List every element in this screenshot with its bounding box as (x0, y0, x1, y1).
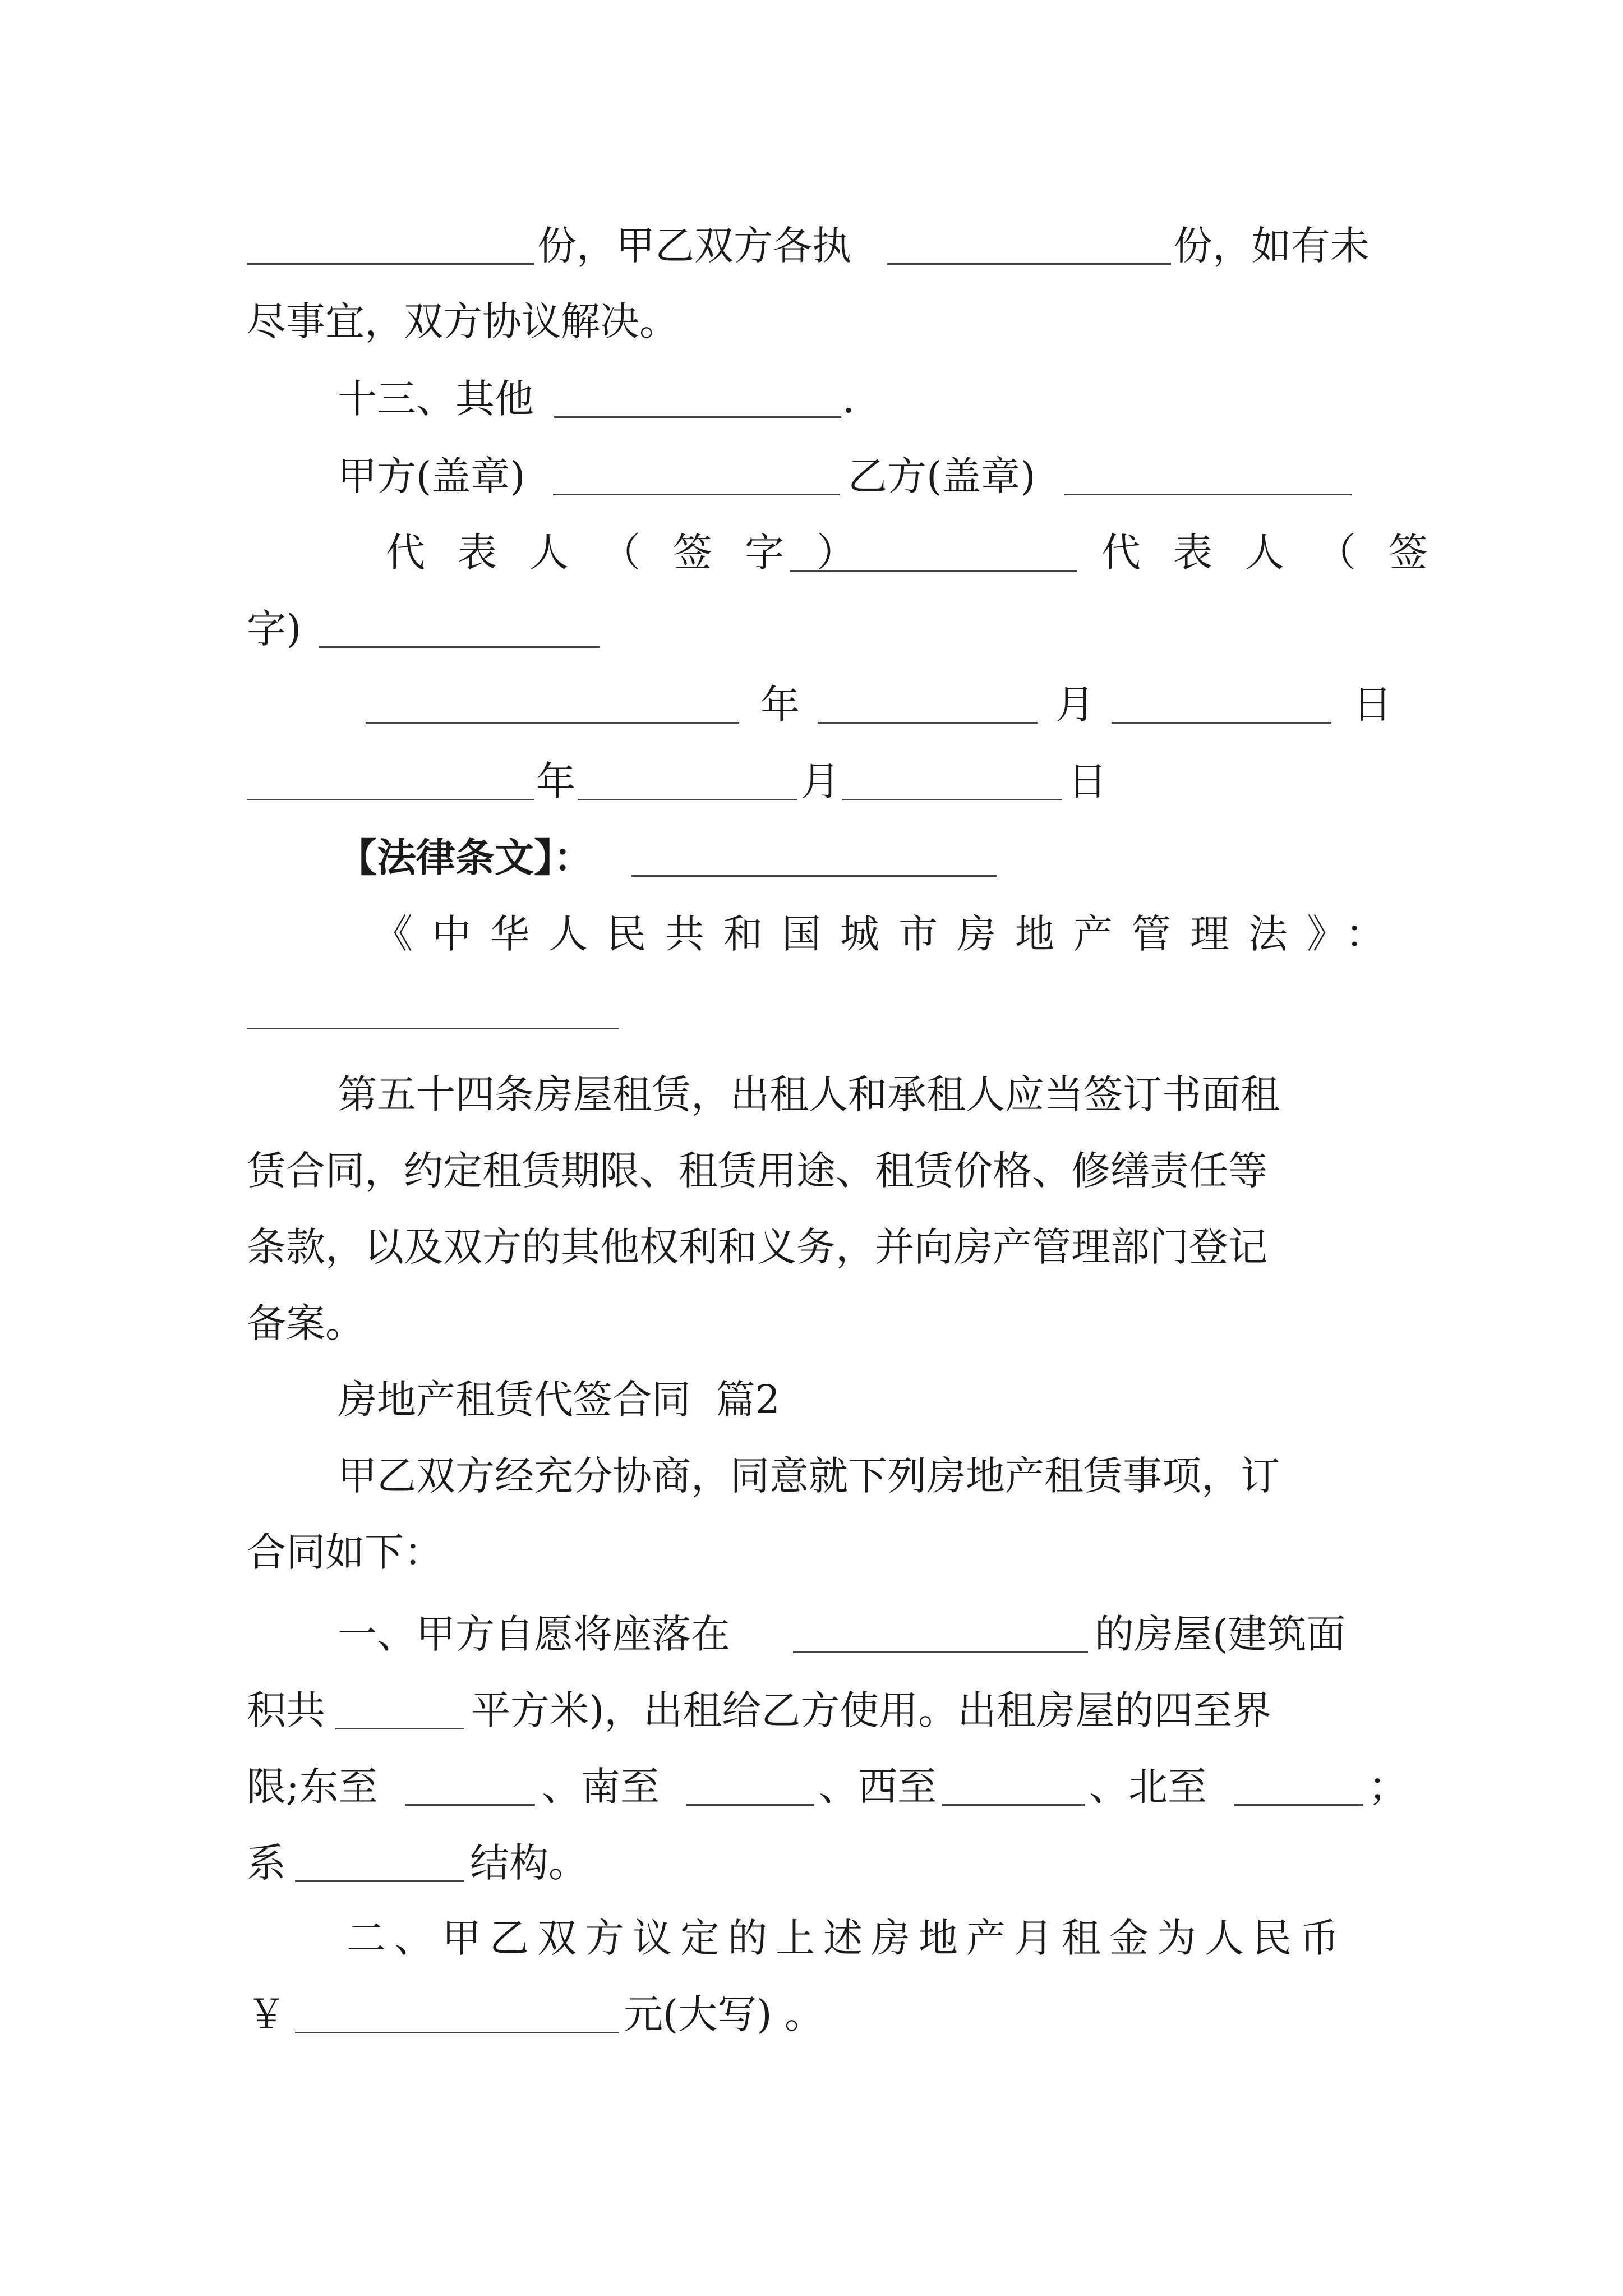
blank-underline (631, 875, 997, 877)
clause-13-end: . (842, 376, 855, 422)
blank-underline (553, 494, 840, 495)
party-a-seal: 甲方(盖章) (338, 453, 525, 499)
clause1-text: ； (1368, 1764, 1408, 1810)
blank-underline (1234, 1804, 1363, 1806)
blank-underline (790, 570, 1077, 572)
rep-b-sign-cont: 字) (247, 606, 302, 652)
line-clause1-4 (0, 1832, 1623, 1894)
date-month: 月 (1055, 682, 1095, 728)
intro-text: 甲乙双方经充分协商，同意就下列房地产租赁事项，订 (338, 1453, 1280, 1499)
rent-text: 元(大写) 。 (624, 1991, 824, 2037)
line-article-4 (0, 1292, 1623, 1354)
line-rent-1 (0, 1907, 1623, 1969)
blank-underline (887, 263, 1171, 265)
clause1-text: 结构。 (470, 1840, 588, 1886)
law-name: 《中华人民共和国城市房地产管理法》： (374, 911, 1404, 957)
blank-underline (793, 1651, 1088, 1653)
text-copies-end: 份，如有未 (1173, 223, 1370, 269)
date-day: 日 (1353, 682, 1392, 728)
clause1-text: 、南至 (542, 1764, 660, 1810)
blank-underline (295, 2032, 619, 2033)
legal-heading: 【法律条文】： (338, 834, 593, 881)
blank-underline (247, 799, 534, 800)
line-clause-13 (0, 368, 1623, 430)
line-seals (0, 445, 1623, 507)
line-article-2 (0, 1140, 1623, 1202)
text-copies: 份，甲乙双方各执 (537, 223, 851, 269)
blank-underline (942, 1804, 1085, 1806)
line-representatives (0, 522, 1623, 583)
line-copies (0, 215, 1623, 277)
blank-underline (554, 416, 841, 418)
text-matters: 尽事宜，双方协议解决。 (247, 298, 679, 344)
clause1-text: 一、甲方自愿将座落在 (338, 1611, 730, 1657)
blank-underline (366, 722, 739, 724)
line-legal-heading (0, 827, 1623, 889)
article-text: 第五十四条房屋租赁，出租人和承租人应当签订书面租 (338, 1071, 1280, 1117)
clause1-text: 系 (247, 1840, 286, 1886)
blank-underline (1064, 494, 1352, 495)
article-text: 备案。 (247, 1300, 365, 1346)
blank-underline (686, 1804, 814, 1806)
line-clause1-3 (0, 1756, 1623, 1818)
line-rent-2 (0, 1984, 1623, 2045)
date-day: 日 (1068, 758, 1107, 804)
rep-a-sign: 代表人（签字） (386, 530, 888, 576)
blank-underline (295, 1880, 464, 1882)
clause-13-label: 十三、其他 (338, 376, 534, 422)
line-intro-2 (0, 1521, 1623, 1583)
line-part2-title (0, 1369, 1623, 1430)
article-text: 条款，以及双方的其他权利和义务，并向房产管理部门登记 (247, 1224, 1267, 1270)
line-date-b (0, 751, 1623, 812)
line-article-1 (0, 1064, 1623, 1125)
blank-underline (247, 1028, 619, 1029)
clause1-text: 的房屋(建筑面 (1095, 1611, 1346, 1657)
clause1-text: 限;东至 (247, 1764, 378, 1810)
blank-underline (818, 722, 1038, 724)
blank-underline (247, 263, 534, 265)
clause1-text: 、北至 (1089, 1764, 1207, 1810)
line-article-3 (0, 1216, 1623, 1278)
date-year: 年 (536, 758, 575, 804)
line-date-a (0, 674, 1623, 735)
clause1-text: 平方米)，出租给乙方使用。出租房屋的四至界 (471, 1687, 1272, 1733)
party-b-seal: 乙方(盖章) (848, 453, 1036, 499)
line-rep-cont (0, 598, 1623, 660)
date-month: 月 (801, 758, 840, 804)
line-law-name (0, 903, 1623, 965)
rent-yen: ￥ (247, 1991, 286, 2037)
line-intro-1 (0, 1445, 1623, 1507)
blank-underline (405, 1804, 535, 1806)
article-text: 赁合同，约定租赁期限、租赁用途、租赁价格、修缮责任等 (247, 1148, 1267, 1194)
section-title: 房地产租赁代签合同 篇2 (338, 1377, 781, 1423)
blank-underline (1112, 722, 1331, 724)
rep-b-sign: 代表人（签 (1101, 530, 1460, 576)
blank-underline (842, 799, 1062, 800)
clause1-text: 、西至 (819, 1764, 937, 1810)
line-clause1-2 (0, 1680, 1623, 1741)
clause1-text: 积共 (247, 1687, 325, 1733)
line-clause1-1 (0, 1603, 1623, 1665)
blank-underline (578, 799, 797, 800)
blank-underline (335, 1728, 464, 1729)
line-matters (0, 291, 1623, 352)
rent-text: 二、甲乙双方议定的上述房地产月租金为人民币 (347, 1915, 1348, 1961)
line-law-blank (0, 979, 1623, 1041)
intro-text: 合同如下： (247, 1529, 443, 1575)
blank-underline (319, 646, 600, 648)
date-year: 年 (760, 682, 800, 728)
